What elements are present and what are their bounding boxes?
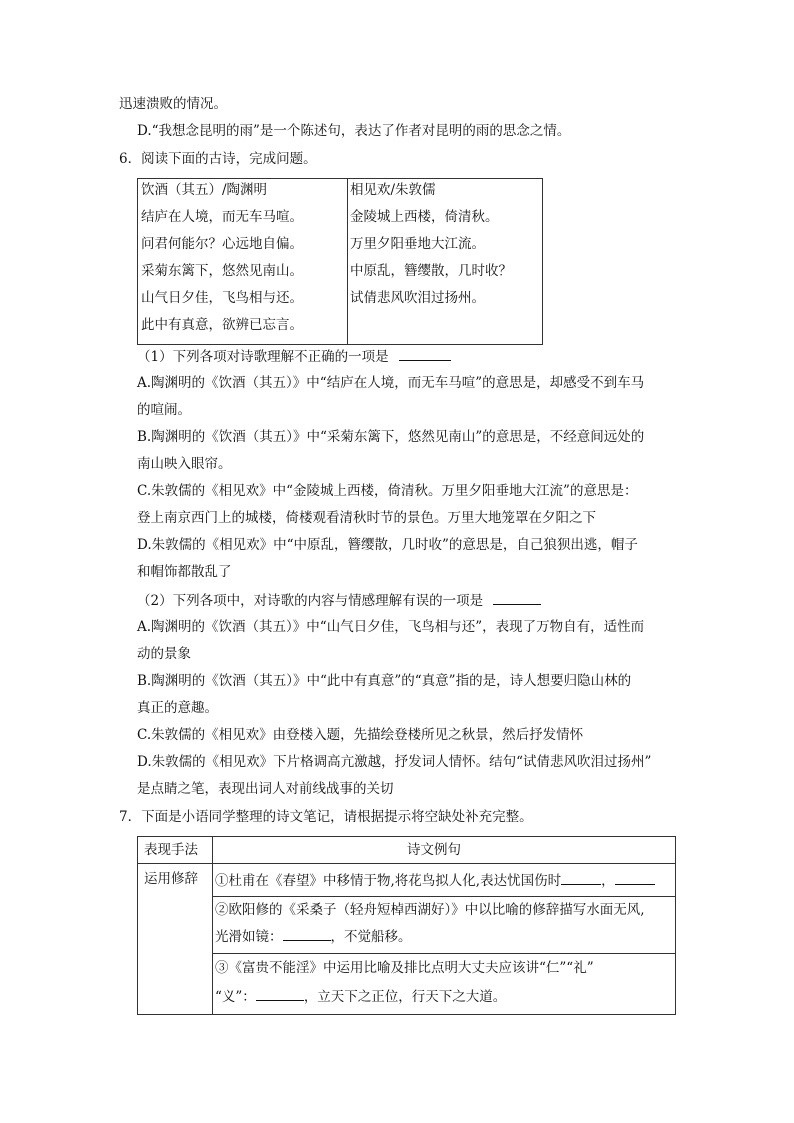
table-divider: [212, 896, 675, 897]
q6-sub1-line: 的喧闹。: [137, 402, 191, 418]
q5-continuation: 迅速溃败的情况。: [119, 96, 227, 112]
note-item-1: [215, 870, 655, 891]
q6-sub1-line: C.朱敦儒的《相见欢》中“金陵城上西楼，倚清秋。万里夕阳垂地大江流”的意思是：: [137, 483, 638, 499]
poem-xiangjianhuan-line: 金陵城上西楼，倚清秋。: [350, 209, 499, 225]
notes-table: [137, 836, 676, 1015]
answer-blank[interactable]: [399, 346, 451, 361]
row-method: 运用修辞: [144, 871, 198, 887]
answer-blank[interactable]: [493, 590, 541, 605]
poem-yinjiu: [138, 179, 348, 344]
note-item-2-line-2: [215, 926, 412, 947]
q6-title: 6．阅读下面的古诗，完成问题。: [119, 151, 317, 167]
fill-blank[interactable]: [615, 870, 655, 885]
q6-sub2-stem: [137, 590, 541, 611]
q6-sub2-stem-text: （2）下列各项中，对诗歌的内容与情感理解有误的一项是: [137, 593, 484, 609]
header-example: 诗文例句: [407, 842, 461, 858]
poem-yinjiu-line: 采菊东篱下，悠然见南山。: [141, 263, 303, 279]
note-item-2-suffix: ，不觉船移。: [330, 929, 412, 945]
poem-yinjiu-line: 问君何能尔？心远地自偏。: [141, 236, 303, 252]
poem-xiangjianhuan-line: 试倩悲风吹泪过扬州。: [350, 290, 485, 306]
fill-blank[interactable]: [283, 926, 331, 941]
poem-xiangjianhuan-line: 万里夕阳垂地大江流。: [350, 236, 485, 252]
q6-sub1-stem: [137, 346, 451, 367]
note-item-1-sep: ，: [601, 873, 615, 889]
q5-option-d: D.“我想念昆明的雨”是一个陈述句，表达了作者对昆明的雨的思念之情。: [137, 123, 571, 139]
q6-sub2-line: B.陶渊明的《饮酒（其五）》中“此中有真意”的“真意”指的是，诗人想要归隐山林的: [137, 673, 632, 689]
note-item-2-line-1: ②欧阳修的《采桑子（轻舟短棹西湖好）》中以比喻的修辞描写水面无风,: [215, 902, 645, 918]
poem-yinjiu-title: 饮酒（其五）/陶渊明: [141, 182, 268, 198]
fill-blank[interactable]: [561, 870, 601, 885]
q6-sub2-line: 是点睛之笔，表现出词人对前线战事的关切: [137, 781, 394, 797]
poem-yinjiu-line: 山气日夕佳，飞鸟相与还。: [141, 290, 303, 306]
note-item-3-line-2: [215, 986, 506, 1007]
table-divider: [138, 863, 675, 864]
q6-sub1-line: 南山映入眼帘。: [137, 456, 232, 472]
fill-blank[interactable]: [256, 986, 304, 1001]
q6-sub1-line: 登上南京西门上的城楼，倚楼观看清秋时节的景色。万里大地笼罩在夕阳之下: [137, 510, 596, 526]
q6-sub2-line: 动的景象: [137, 646, 191, 662]
note-item-2-prefix: 光滑如镜：: [215, 929, 283, 945]
q6-sub1-line: 和帽饰都散乱了: [137, 564, 232, 580]
q6-sub2-line: A.陶渊明的《饮酒（其五）》中“山气日夕佳，飞鸟相与还”，表现了万物自有，适性而: [137, 619, 645, 635]
poem-yinjiu-line: 此中有真意，欲辨已忘言。: [141, 317, 303, 333]
q6-sub1-stem-text: （1）下列各项对诗歌理解不正确的一项是: [137, 349, 389, 365]
header-method: 表现手法: [144, 842, 198, 858]
q6-sub2-line: 真正的意趣。: [137, 700, 218, 716]
note-item-3-suffix: ，立天下之正位，行天下之大道。: [303, 989, 507, 1005]
table-divider: [212, 953, 675, 954]
poem-yinjiu-line: 结庐在人境，而无车马喧。: [141, 209, 303, 225]
note-item-3-prefix: “义”：: [215, 989, 256, 1005]
q7-title: 7．下面是小语同学整理的诗文笔记，请根据提示将空缺处补充完整。: [119, 809, 533, 825]
poem-table: [137, 178, 543, 345]
q6-sub1-line: D.朱敦儒的《相见欢》中“中原乱，簪缨散，几时收”的意思是，自己狼狈出逃，帽子: [137, 537, 638, 553]
q6-sub2-line: D.朱敦儒的《相见欢》下片格调高亢激越，抒发词人情怀。结句“试倩悲风吹泪过扬州”: [137, 754, 652, 770]
note-item-3-line-1: ③《富贵不能淫》中运用比喻及排比点明大丈夫应该讲“仁”“礼”: [215, 960, 594, 976]
poem-xiangjianhuan: [347, 179, 542, 344]
poem-xiangjianhuan-title: 相见欢/朱敦儒: [350, 182, 436, 198]
q6-sub1-line: A.陶渊明的《饮酒（其五）》中“结庐在人境，而无车马喧”的意思是，却感受不到车马: [137, 375, 645, 391]
note-item-1-text: ①杜甫在《春望》中移情于物,将花鸟拟人化,表达忧国伤时: [215, 873, 562, 889]
poem-xiangjianhuan-line: 中原乱，簪缨散，几时收？: [350, 263, 512, 279]
q6-sub1-line: B.陶渊明的《饮酒（其五）》中“采菊东篱下，悠然见南山”的意思是，不经意间远处的: [137, 429, 645, 445]
q6-sub2-line: C.朱敦儒的《相见欢》由登楼入题，先描绘登楼所见之秋景，然后抒发情怀: [137, 727, 584, 743]
